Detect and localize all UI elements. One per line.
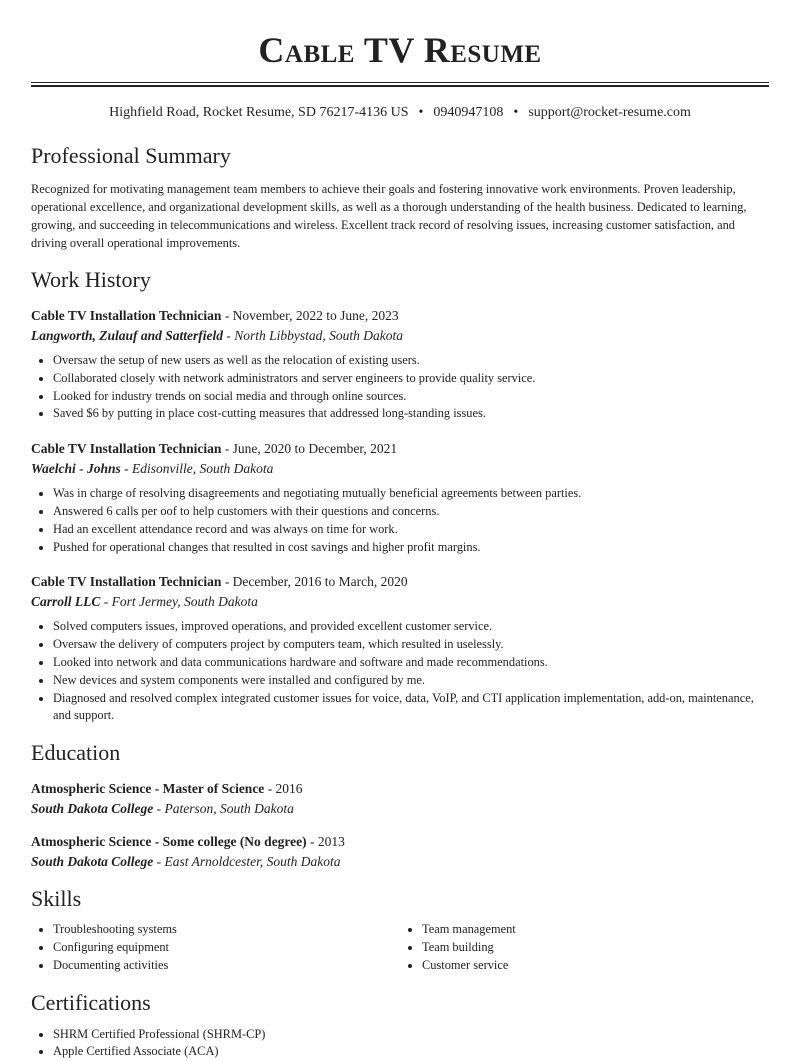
school-name: South Dakota College xyxy=(31,801,154,817)
list-item: • Documenting activities xyxy=(53,957,400,975)
list-item: • Oversaw the setup of new users as well as the relocation of existing users. xyxy=(53,352,769,370)
degree: Atmospheric Science - Some college (No degree) xyxy=(31,834,307,850)
list-item: • Answered 6 calls per oof to help customers with their questions and concerns. xyxy=(53,503,769,521)
job-location: - Edisonville, South Dakota xyxy=(120,461,274,477)
job-dates: - June, 2020 to December, 2021 xyxy=(221,441,398,457)
list-item: • Oversaw the delivery of computers project by computers team, which resulted in uselessly. xyxy=(53,636,769,654)
list-item: • Configuring equipment xyxy=(53,939,400,957)
contact-line xyxy=(0,104,800,122)
job-title: Cable TV Installation Technician xyxy=(31,441,222,457)
contact-separator: • xyxy=(513,105,519,120)
list-item: • Team building xyxy=(422,939,769,957)
job-title: Cable TV Installation Technician xyxy=(31,574,222,590)
list-item: • Diagnosed and resolved complex integrated customer issues for voice, data, VoIP, and CTI application implementation, add-on, maintenance, and support. xyxy=(53,690,769,726)
title-divider xyxy=(31,82,769,87)
list-item: • Troubleshooting systems xyxy=(53,921,400,939)
education-heading: Education xyxy=(31,740,121,766)
job-bullets xyxy=(31,618,769,725)
skills-left-column xyxy=(31,921,400,974)
certifications-heading: Certifications xyxy=(31,989,151,1015)
list-item: • Looked for industry trends on social media and through online sources. xyxy=(53,388,769,406)
job-company: Langworth, Zulauf and Satterfield xyxy=(31,328,224,343)
list-item: • Pushed for operational changes that resulted in cost savings and higher profit margins. xyxy=(53,539,769,557)
certifications-list xyxy=(31,1026,769,1061)
job-entry xyxy=(31,439,769,556)
email: support@rocket-resume.com xyxy=(528,105,691,120)
job-bullets xyxy=(31,485,769,556)
list-item: • Saved $6 by putting in place cost-cutting measures that addressed long-standing issues. xyxy=(53,405,769,423)
job-location: - North Libbystad, South Dakota xyxy=(223,328,404,343)
address: Highfield Road, Rocket Resume, SD 76217-4136 US xyxy=(109,105,409,120)
job-company: Waelchi - Johns xyxy=(31,461,121,477)
contact-separator: • xyxy=(418,105,424,120)
graduation-year: - 2016 xyxy=(264,781,303,797)
list-item: • Apple Certified Associate (ACA) xyxy=(53,1043,769,1061)
list-item: • Solved computers issues, improved operations, and provided excellent customer service. xyxy=(53,618,769,636)
school-location: - Paterson, South Dakota xyxy=(153,801,294,817)
school-location: - East Arnoldcester, South Dakota xyxy=(153,854,341,870)
list-item: • SHRM Certified Professional (SHRM-CP) xyxy=(53,1026,769,1044)
list-item: • New devices and system components were installed and configured by me. xyxy=(53,672,769,690)
resume-content xyxy=(31,140,769,1061)
skills-heading: Skills xyxy=(31,886,82,912)
job-entry xyxy=(31,306,769,423)
skills-columns xyxy=(31,921,769,974)
job-dates: - December, 2016 to March, 2020 xyxy=(221,574,408,590)
job-bullets xyxy=(31,352,769,423)
school-name: South Dakota College xyxy=(31,854,154,870)
job-title: Cable TV Installation Technician xyxy=(31,308,222,323)
work-history-section xyxy=(31,264,769,725)
job-dates: - November, 2022 to June, 2023 xyxy=(221,308,399,323)
summary-text: Recognized for motivating management team members to achieve their goals and fostering innovative work environments. Proven leadership, operational excellence, and organizational development skills, as well as a thorough understanding of the health business. Dedicated to learning, growing, and succeeding in telecommunications and wireless. Excellent track record of resolving issues, increasing customer satisfaction, and driving overall operational improvements. xyxy=(31,182,747,250)
list-item: • Customer service xyxy=(422,957,769,975)
certifications-section xyxy=(31,987,769,1061)
work-history-heading: Work History xyxy=(31,267,151,292)
summary-heading: Professional Summary xyxy=(31,143,231,168)
list-item: • Looked into network and data communications hardware and software and made recommendations. xyxy=(53,654,769,672)
phone: 0940947108 xyxy=(433,105,504,120)
education-section xyxy=(31,737,769,871)
graduation-year: - 2013 xyxy=(306,834,345,850)
list-item: • Was in charge of resolving disagreements and negotiating mutually beneficial agreements between parties. xyxy=(53,485,769,503)
list-item: • Had an excellent attendance record and was always on time for work. xyxy=(53,521,769,539)
resume-title: Cable TV Resume xyxy=(258,30,542,70)
education-entry xyxy=(31,779,769,818)
degree: Atmospheric Science - Master of Science xyxy=(31,781,265,797)
job-entry xyxy=(31,572,769,725)
skills-section xyxy=(31,883,769,974)
list-item: • Team management xyxy=(422,921,769,939)
skills-right-column xyxy=(400,921,769,974)
list-item: • Collaborated closely with network administrators and server engineers to provide quality service. xyxy=(53,370,769,388)
job-location: - Fort Jermey, South Dakota xyxy=(100,594,258,610)
job-company: Carroll LLC xyxy=(31,594,101,610)
education-entry xyxy=(31,832,769,871)
